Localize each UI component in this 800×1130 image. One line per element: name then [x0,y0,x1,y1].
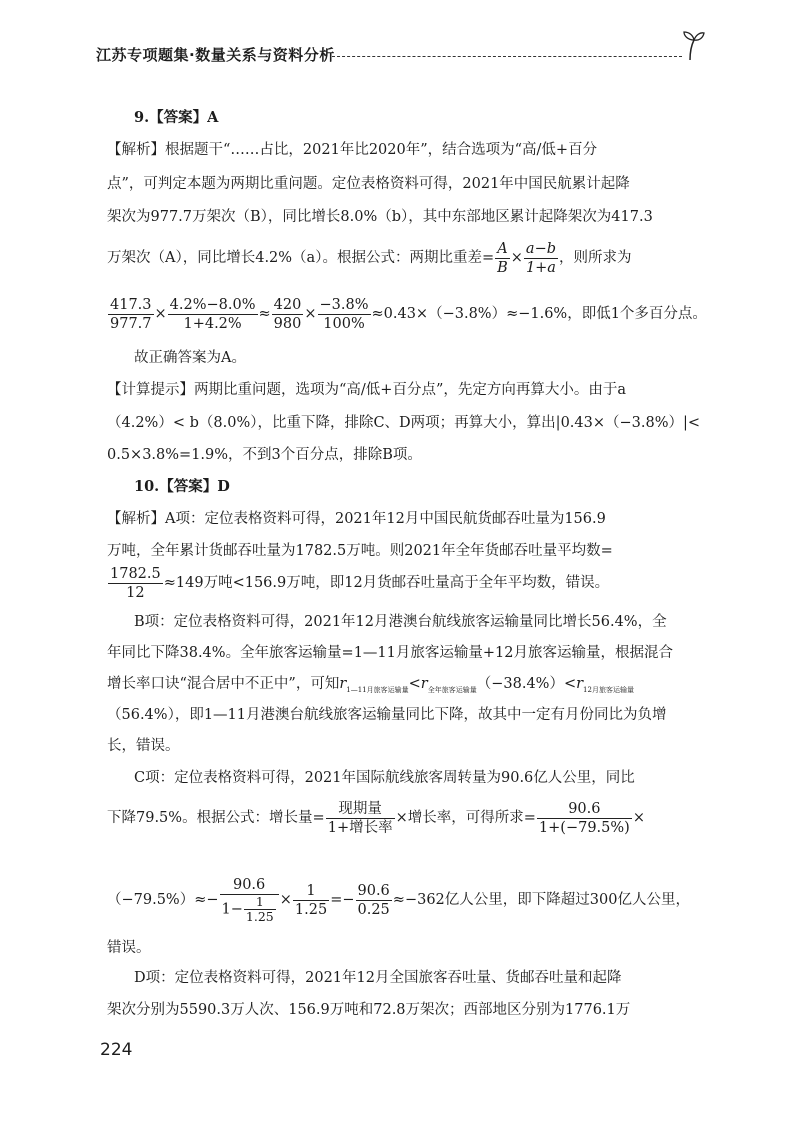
fraction-denominator: 0.25 [357,901,390,918]
fraction-numerator: 1 [293,882,329,901]
times-sign: × [304,306,317,322]
fraction-denominator [220,895,279,924]
times-sign: × [510,250,523,266]
q10-c-result: ≈−362亿人公里，即下降超过300亿人公里， [392,892,690,908]
fraction-denominator: 1+(−79.5%) [538,819,630,836]
fraction-numerator: 420 [273,296,302,313]
q10-c-formula-line [107,796,699,840]
times-sign: × [279,892,292,908]
equals-negative: =− [330,892,355,908]
q10-b-line-3 [107,674,699,700]
fraction-numerator: −3.8% [319,296,369,313]
times-sign: × [154,306,167,322]
q9-calc-result: ≈0.43×（−3.8%）≈−1.6%，即低1个多百分点。 [371,306,707,322]
rate-subscript: 全年旅客运输量 [427,685,477,694]
q10-a-calc-line [107,562,699,604]
fraction-417-977 [108,296,154,333]
fraction-numerator: 1 [244,895,276,910]
fraction-1-over-1-25 [244,895,276,924]
fraction-numerator: 90.6 [537,800,632,819]
q10-c-line-1: C项：定位表格资料可得，2021年国际航线旅客周转量为90.6亿人公里，同比 [134,770,635,786]
fraction-denominator: 1+4.2% [183,315,242,332]
q10-a-conclusion: ≈149万吨<156.9万吨，即12月货邮吞吐量高于全年平均数，错误。 [163,575,610,591]
less-than-sign: < [408,676,421,692]
fraction-90-6-0-25 [356,882,392,919]
q9-analysis-line-1: 【解析】根据题干“……占比，2021年比2020年”，结合选项为“高/低+百分 [107,142,598,158]
q9-formula-tail: ，则所求为 [559,250,632,266]
q10-b-line-4: （56.4%），即1—11月港澳台航线旅客运输量同比下降，故其中一定有月份同比为负增 [107,707,667,723]
q10-d-line-1: D项：定位表格资料可得，2021年12月全国旅客吞吐量、货邮吞吐量和起降 [134,970,622,986]
fraction-denominator: 977.7 [110,315,152,332]
q9-analysis-line-3: 架次为977.7万架次（B），同比增长8.0%（b），其中东部地区累计起降架次为417.3 [107,209,653,225]
q9-analysis-line-2: 点”，可判定本题为两期比重问题。定位表格资料可得，2021年中国民航累计起降 [107,176,630,192]
q10-a-line-2: 万吨，全年累计货邮吞吐量为1782.5万吨。则2021年全年货邮吞吐量平均数= [107,543,613,559]
fraction-growth-diff [524,240,558,277]
q10-d-line-2: 架次分别为5590.3万人次、156.9万吨和72.8万架次；西部地区分别为1776.1万 [107,1002,631,1018]
fraction-420-980 [272,296,304,333]
approx-sign: ≈ [258,306,271,322]
rate-symbol: r [576,676,584,692]
page-header [96,40,716,70]
fraction-nested [220,876,279,924]
fraction-numerator: 4.2%−8.0% [169,296,256,313]
fraction-1-over-1-25-b [293,882,329,919]
rate-subscript: 1—11月旅客运输量 [346,685,409,694]
q9-answer-title: 9.【答案】A [134,109,219,126]
q9-formula-text: 万架次（A），同比增长4.2%（a）。根据公式：两期比重差= [107,250,495,266]
q10-b-line-1: B项：定位表格资料可得，2021年12月港澳台航线旅客运输量同比增长56.4%，全 [134,614,667,630]
fraction-denominator: B [497,259,508,276]
rate-subscript: 12月旅客运输量 [583,685,634,694]
fraction-denominator: 1.25 [245,909,274,924]
fraction-denominator: 100% [323,315,365,332]
fraction-numerator: 90.6 [357,882,390,899]
fraction-numerator: a−b [525,240,556,257]
q10-c-line-4: 错误。 [107,940,151,956]
q9-calculation-line [107,292,707,336]
times-sign: × [632,810,645,826]
q9-tip-line-3: 0.5×3.8%=1.9%，不到3个百分点，排除B项。 [107,447,422,463]
fraction-90-6-base [537,800,632,837]
fraction-denominator: 12 [126,584,145,601]
fraction-numerator: 90.6 [220,876,279,895]
fraction-numerator: 1782.5 [110,565,161,582]
header-title: 江苏专项题集·数量关系与资料分析 [96,46,335,64]
q10-b-line-2: 年同比下降38.4%。全年旅客运输量=1—11月旅客运输量+12月旅客运输量，根据混合 [107,645,673,661]
q9-tip-line-1: 【计算提示】两期比重问题，选项为“高/低+百分点”，先定方向再算大小。由于a [107,382,627,398]
page-number: 224 [100,1040,133,1060]
fraction-denominator: 1+增长率 [327,819,393,836]
fraction-numerator: 417.3 [110,296,152,313]
fraction-neg-3-8 [318,296,371,333]
fraction-numerator: 现期量 [326,800,395,819]
q10-c-calc-line [107,868,699,932]
q10-c-calc-prefix: （−79.5%）≈− [107,892,219,908]
fraction-a-over-b [495,240,510,277]
q9-correct-answer: 故正确答案为A。 [134,350,246,366]
header-dashed-rule [332,56,682,57]
q10-c-text: 下降79.5%。根据公式：增长量= [107,810,325,826]
q10-a-line-1: 【解析】A项：定位表格资料可得，2021年12月中国民航货邮吞吐量为156.9 [107,511,606,527]
one-minus: 1− [221,901,243,918]
rate-symbol: r [420,676,428,692]
fraction-denominator: 980 [273,315,302,332]
q9-tip-line-2: （4.2%）< b（8.0%），比重下降，排除C、D两项；再算大小，算出|0.43×（−3.8%）|< [107,415,701,431]
q10-answer-title: 10.【答案】D [134,478,230,495]
fraction-rate-diff [168,296,258,333]
q10-b-line-5: 长，错误。 [107,738,180,754]
q10-b-line-3-text: 增长率口诀“混合居中不正中”，可知 [107,676,340,692]
rate-symbol: r [339,676,347,692]
q10-b-mid: （−38.4%）< [476,676,577,692]
fraction-growth-formula [326,800,395,837]
fraction-denominator: 1.25 [294,901,328,918]
fraction-numerator: A [495,240,510,259]
q9-formula-line [107,238,699,278]
q10-c-mid: ×增长率，可得所求= [395,810,536,826]
fraction-denominator: 1+a [525,259,556,276]
sprout-icon [682,30,706,62]
fraction-1782-12 [108,565,163,602]
